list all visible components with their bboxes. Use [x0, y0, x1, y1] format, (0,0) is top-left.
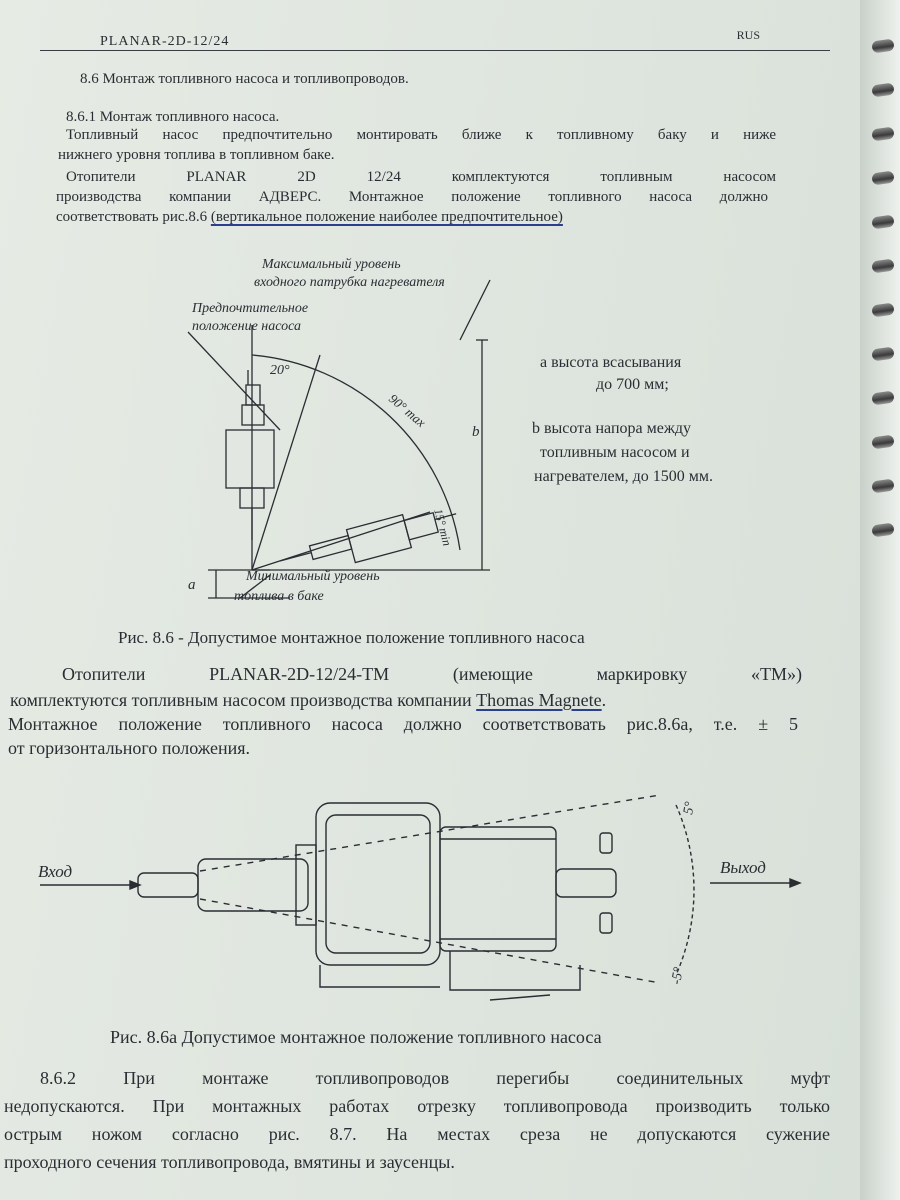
label-max-level-2: входного патрубка нагревателя	[254, 275, 445, 290]
dim-b-label: b	[472, 424, 480, 440]
angle-minus-label: -5°	[669, 966, 687, 986]
para1-line1: Топливный насос предпочтительно монтировать ближе к топливному баку и ниже	[66, 127, 776, 143]
section2-line2: недопускаются. При монтажных работах отрезку топливопровода производить только	[4, 1096, 830, 1116]
angle-90-label: 90° max	[386, 390, 429, 431]
section2-line1: 8.6.2 При монтаже топливопроводов перегибы соединительных муфт	[40, 1068, 830, 1088]
figure-8-6-caption: Рис. 8.6 - Допустимое монтажное положение топливного насоса	[118, 628, 585, 647]
para2-line3	[56, 206, 563, 228]
ring	[871, 83, 894, 98]
para3-line3: Монтажное положение топливного насоса должно соответствовать рис.8.6а, т.е. ± 5	[8, 714, 798, 734]
doc-title: PLANAR-2D-12/24	[100, 34, 230, 49]
angle-15-label: 15° min	[431, 507, 455, 548]
ring	[871, 259, 894, 274]
section2-line3: острым ножом согласно рис. 8.7. На местах среза не допускаются сужение	[4, 1124, 830, 1144]
page-number: RUS	[736, 28, 760, 42]
ring	[871, 435, 894, 450]
label-inlet: Вход	[38, 862, 73, 881]
thomas-magnete: Thomas Magnete	[476, 690, 602, 710]
label-min-level-1: Минимальный уровень	[246, 569, 380, 584]
ring	[871, 303, 894, 318]
figure-8-6a-diagram	[20, 775, 820, 1025]
para3-line4: от горизонтального положения.	[8, 738, 250, 758]
section2-line4: проходного сечения топливопровода, вмятины и заусенцы.	[4, 1152, 455, 1172]
para2-note: (вертикальное положение наиболее предпочтительное)	[210, 209, 563, 225]
angle-plus-label: 5°	[681, 800, 699, 816]
label-preferred-2: положение насоса	[192, 319, 301, 334]
para1-line2: нижнего уровня топлива в топливном баке.	[58, 147, 335, 163]
binding-rings	[860, 0, 900, 1200]
label-max-level-1: Максимальный уровень	[262, 257, 401, 272]
para3-line2-end: .	[601, 690, 607, 710]
para3-line2-text: комплектуются топливным насосом производства компании	[10, 690, 477, 710]
ring	[871, 171, 894, 186]
note-a-1: a высота всасывания	[540, 354, 682, 371]
ring	[871, 127, 894, 142]
para2-line2: производства компании АДВЕРС. Монтажное положение топливного насоса должно	[56, 189, 768, 205]
ring	[871, 523, 894, 538]
label-min-level-2: топлива в баке	[234, 589, 324, 604]
note-a-2: до 700 мм;	[596, 376, 669, 393]
label-preferred-1: Предпочтительное	[192, 301, 309, 316]
para2-line3-text: соответствовать рис.8.6	[56, 209, 208, 225]
figure-8-6a-caption: Рис. 8.6а Допустимое монтажное положение топливного насоса	[110, 1027, 602, 1047]
para3-line1: Отопители PLANAR-2D-12/24-TM (имеющие маркировку «TM»)	[62, 664, 802, 684]
page-header	[40, 28, 830, 51]
ring	[871, 479, 894, 494]
label-outlet: Выход	[720, 858, 766, 877]
angle-20-label: 20°	[270, 363, 290, 378]
section-heading: 8.6 Монтаж топливного насоса и топливопроводов.	[80, 71, 409, 87]
ring	[871, 39, 894, 54]
sub-heading: 8.6.1 Монтаж топливного насоса.	[66, 109, 280, 125]
ring	[871, 391, 894, 406]
para3-line2	[10, 688, 606, 712]
ring	[871, 215, 894, 230]
note-b-3: нагревателем, до 1500 мм.	[534, 468, 714, 485]
para2-line1: Отопители PLANAR 2D 12/24 комплектуются топливным насосом	[66, 169, 776, 185]
ring	[871, 347, 894, 362]
note-b-1: b высота напора между	[532, 420, 692, 437]
note-b-2: топливным насосом и	[540, 444, 690, 461]
dim-a-label: a	[188, 577, 196, 593]
